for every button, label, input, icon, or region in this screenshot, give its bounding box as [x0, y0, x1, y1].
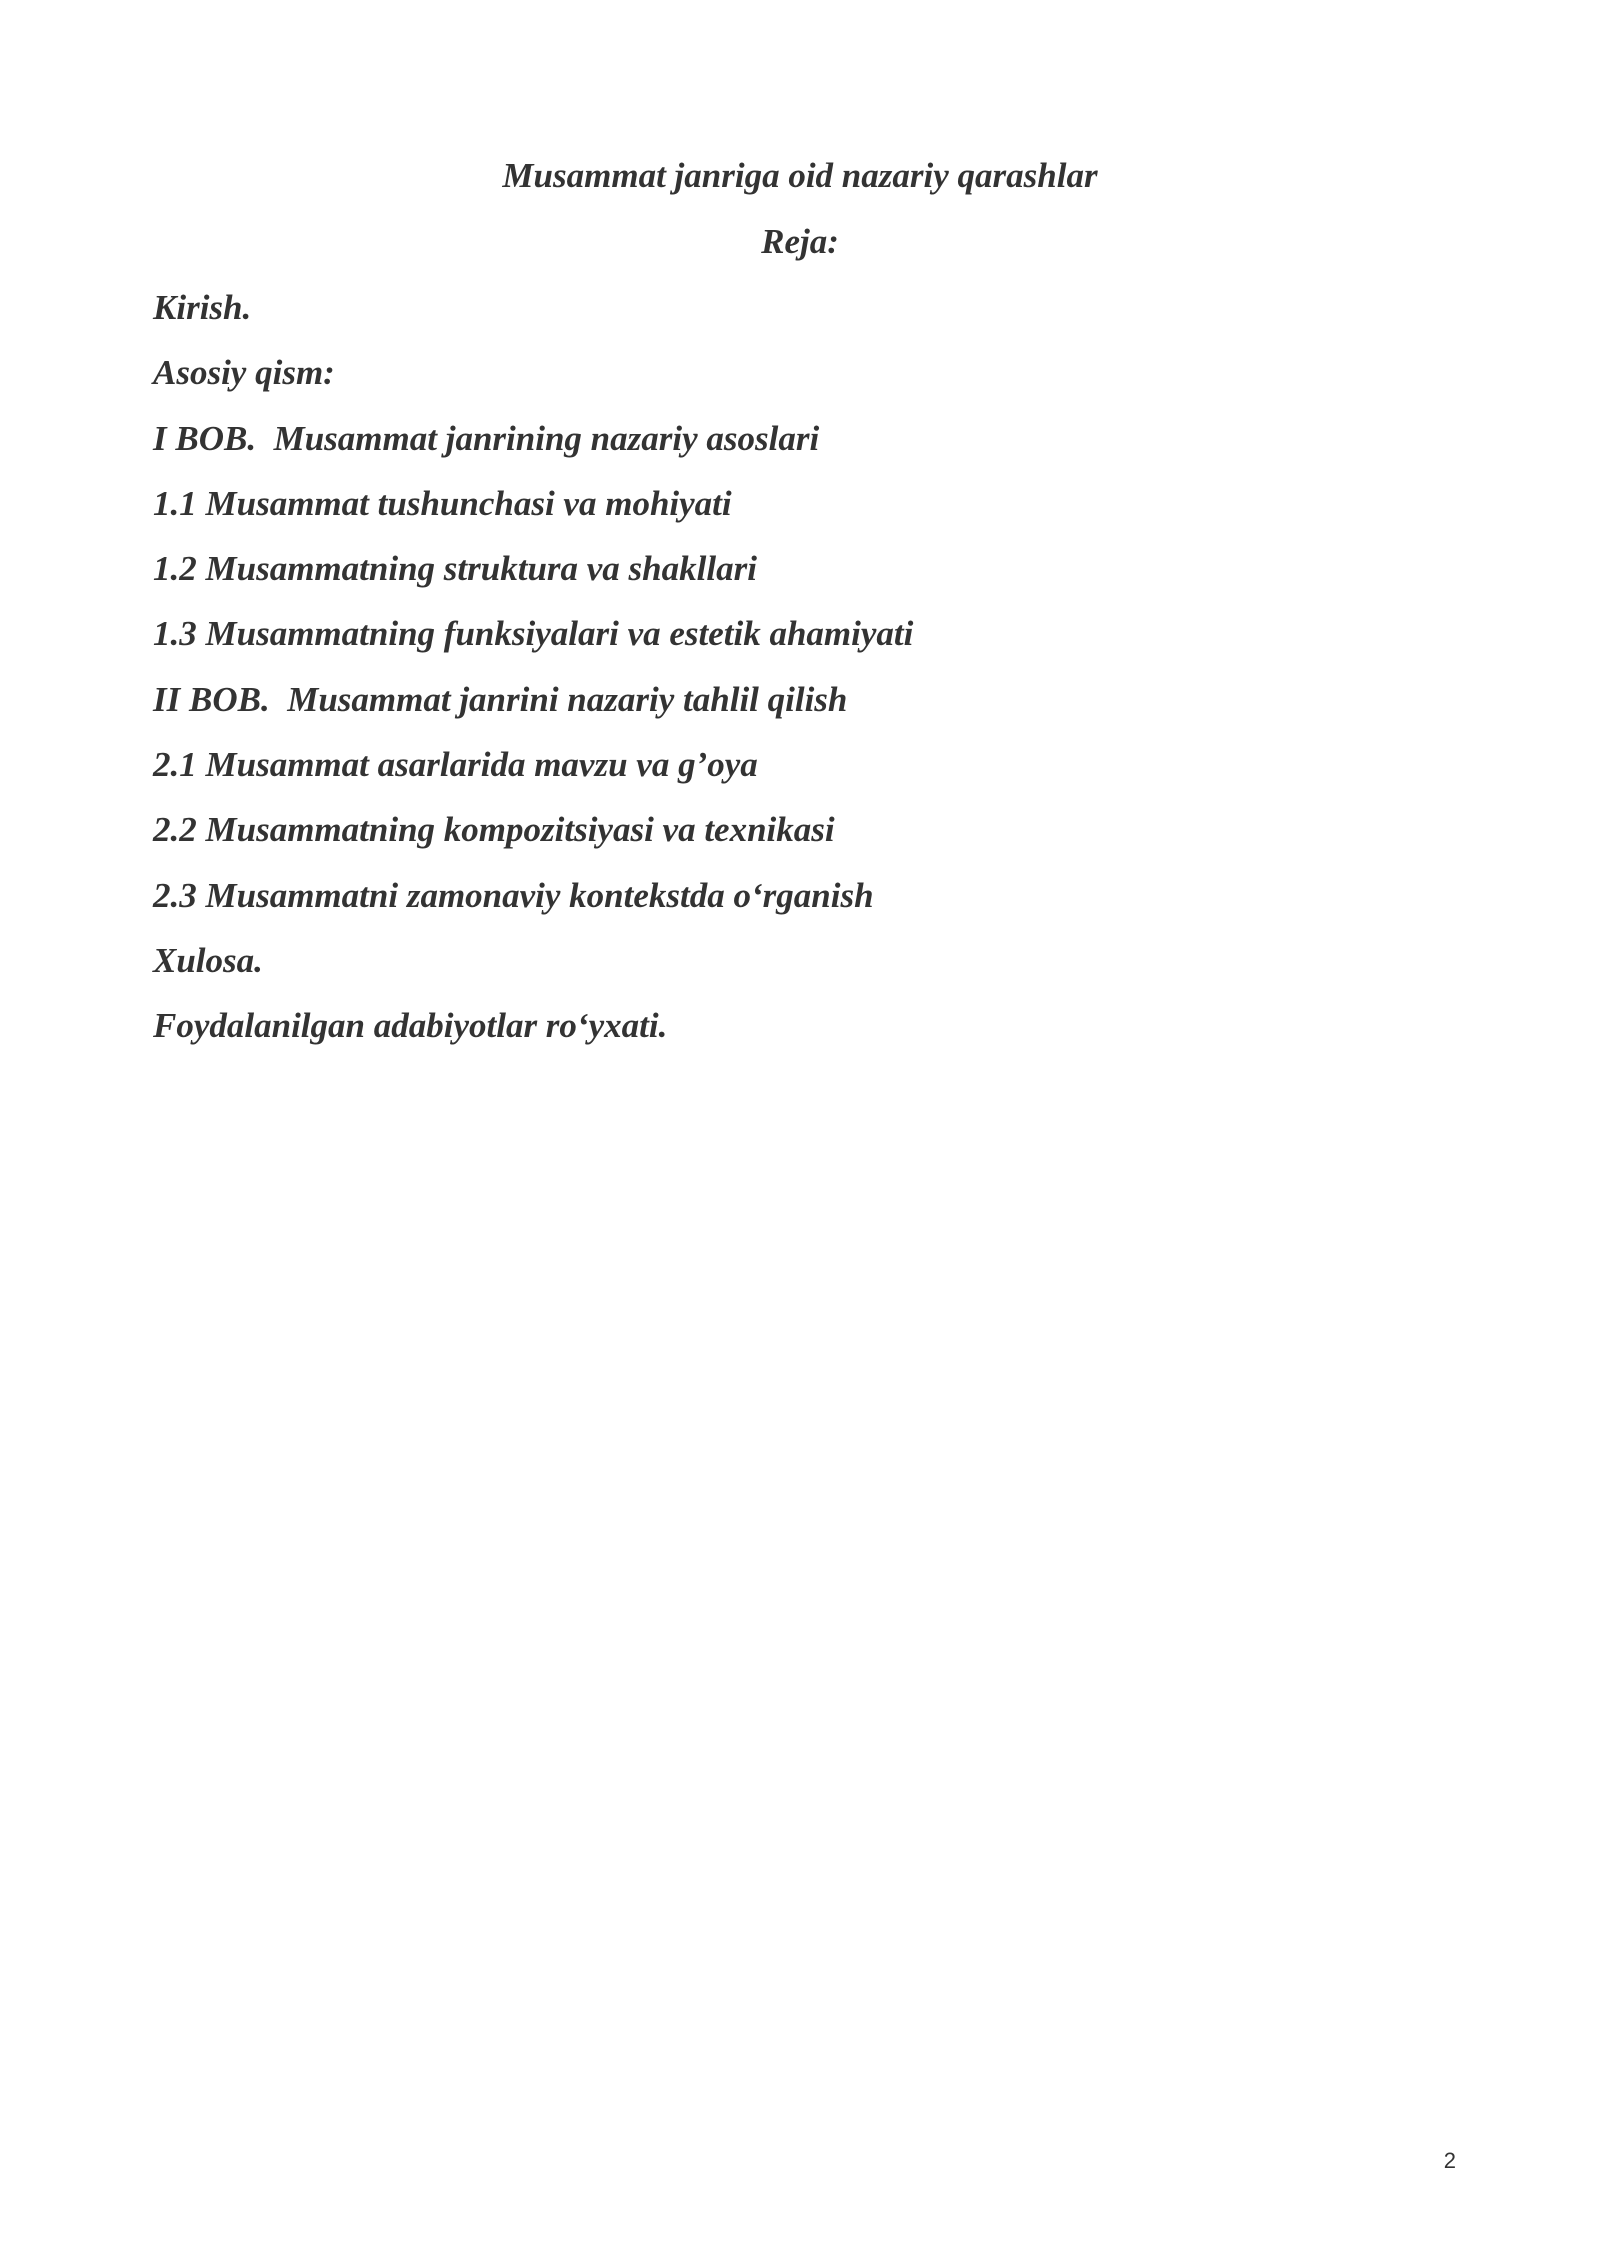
page-number: 2	[1443, 2148, 1456, 2173]
plan-heading: Reja:	[761, 222, 839, 261]
toc-item-section-1-1: 1.1 Musammat tushunchasi va mohiyati	[153, 483, 732, 523]
toc-item-chapter-2: II BOB. Musammat janrini nazariy tahlil qilish	[153, 679, 848, 719]
toc-item-introduction: Kirish.	[153, 288, 252, 327]
toc-item-chapter-1: I BOB. Musammat janrining nazariy asoslari	[153, 418, 820, 458]
toc-item-section-2-1: 2.1 Musammat asarlarida mavzu va g’oya	[153, 745, 758, 785]
toc-item-references: Foydalanilgan adabiyotlar ro‘yxati.	[153, 1006, 668, 1046]
toc-item-section-2-2: 2.2 Musammatning kompozitsiyasi va texnikasi	[153, 810, 835, 850]
toc-item-section-1-3: 1.3 Musammatning funksiyalari va estetik ahamiyati	[153, 614, 914, 654]
toc-item-section-1-2: 1.2 Musammatning struktura va shakllari	[153, 549, 757, 589]
table-of-contents	[153, 290, 913, 1074]
toc-item-main-part: Asosiy qism:	[153, 353, 335, 393]
toc-item-conclusion: Xulosa.	[153, 940, 263, 980]
toc-item-section-2-3: 2.3 Musammatni zamonaviy kontekstda o‘rganish	[153, 875, 874, 915]
document-title: Musammat janriga oid nazariy qarashlar	[502, 156, 1098, 195]
